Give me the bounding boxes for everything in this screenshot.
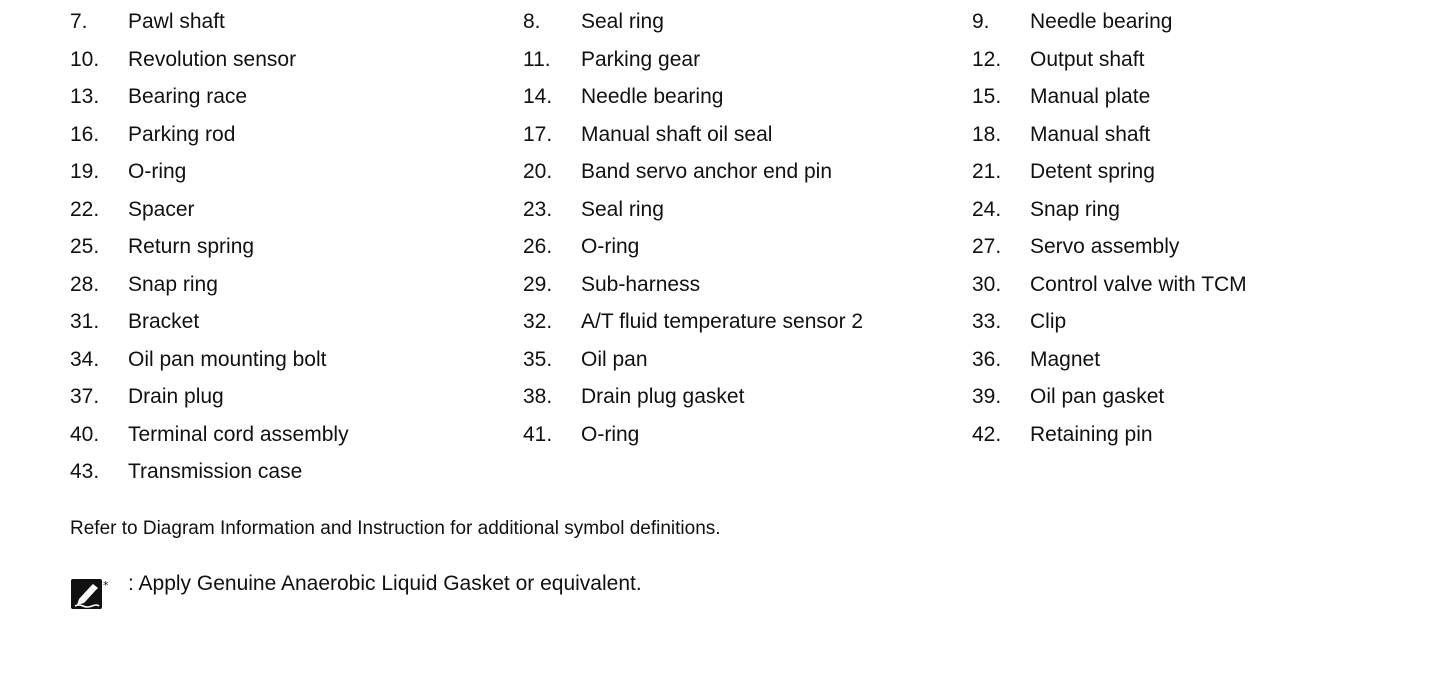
legend-item-name: Drain plug gasket	[581, 385, 745, 408]
legend-row	[70, 231, 1400, 269]
legend-item-number: 32.	[523, 310, 553, 333]
legend-item-name: Revolution sensor	[128, 47, 297, 71]
legend-item-number: 8.	[523, 10, 541, 33]
legend-item-name: Manual shaft	[1030, 122, 1151, 146]
legend-item-number: 26.	[523, 235, 553, 258]
legend-item-number: 10.	[70, 47, 100, 71]
legend-row	[70, 381, 1400, 419]
legend-item-name: Bearing race	[128, 85, 248, 108]
legend-row	[70, 194, 1400, 232]
svg-text:*: *	[103, 579, 109, 592]
legend-item-number: 11.	[523, 47, 551, 71]
legend-row	[70, 6, 1400, 44]
legend-item-number: 34.	[70, 347, 100, 371]
legend-item-name: Band servo anchor end pin	[581, 160, 833, 183]
legend-item-name: Output shaft	[1030, 47, 1145, 71]
anaerobic-liquid-gasket-icon	[70, 575, 110, 611]
legend-item-name: Sub-harness	[581, 272, 701, 296]
legend-row	[70, 119, 1400, 157]
legend-row	[70, 419, 1400, 457]
legend-item-number: 14.	[523, 85, 553, 108]
legend-item-number: 19.	[70, 160, 100, 183]
legend-item-name: Pawl shaft	[128, 10, 225, 33]
legend-item-name: Return spring	[128, 235, 255, 258]
legend-item-name: Snap ring	[128, 272, 218, 296]
legend-item-number: 24.	[972, 197, 1002, 221]
legend-item-name: Detent spring	[1030, 160, 1155, 183]
legend-item-number: 43.	[70, 460, 100, 483]
legend-item-number: 20.	[523, 160, 553, 183]
legend-item-number: 30.	[972, 272, 1002, 296]
legend-row	[70, 306, 1400, 344]
legend-item-name: Oil pan	[581, 347, 648, 371]
legend-item-number: 41.	[523, 422, 553, 446]
legend-row	[70, 269, 1400, 307]
legend-row	[70, 44, 1400, 82]
legend-item-name: Clip	[1030, 310, 1067, 333]
symbol-description: : Apply Genuine Anaerobic Liquid Gasket or equivalent.	[128, 572, 642, 595]
legend-item-number: 42.	[972, 422, 1002, 446]
symbol-definition	[70, 570, 970, 610]
legend-item-name: Drain plug	[128, 385, 224, 408]
legend-item-name: Needle bearing	[1030, 10, 1173, 33]
legend-item-number: 21.	[972, 160, 1002, 183]
legend-item-number: 13.	[70, 85, 100, 108]
legend-item-name: Parking rod	[128, 122, 236, 146]
legend-item-name: Bracket	[128, 310, 200, 333]
legend-item-name: Control valve with TCM	[1030, 272, 1247, 296]
legend-item-number: 15.	[972, 85, 1002, 108]
legend-item-name: O-ring	[581, 422, 640, 446]
legend-item-number: 16.	[70, 122, 100, 146]
legend-item-number: 33.	[972, 310, 1002, 333]
legend-item-name: Manual shaft oil seal	[581, 122, 773, 146]
legend-item-number: 7.	[70, 10, 88, 33]
legend-item-number: 23.	[523, 197, 553, 221]
legend-item-name: Transmission case	[128, 460, 303, 483]
legend-item-name: Oil pan mounting bolt	[128, 347, 327, 371]
legend-item-number: 35.	[523, 347, 553, 371]
legend-item-name: Terminal cord assembly	[128, 422, 349, 446]
legend-item-name: O-ring	[128, 160, 187, 183]
legend-item-number: 40.	[70, 422, 100, 446]
legend-item-number: 27.	[972, 235, 1002, 258]
legend-item-number: 38.	[523, 385, 553, 408]
legend-item-number: 18.	[972, 122, 1002, 146]
legend-item-name: Magnet	[1030, 347, 1101, 371]
legend-item-name: O-ring	[581, 235, 640, 258]
legend-row	[70, 81, 1400, 119]
legend-item-name: Needle bearing	[581, 85, 724, 108]
legend-item-number: 17.	[523, 122, 553, 146]
legend-item-number: 28.	[70, 272, 100, 296]
legend-item-number: 25.	[70, 235, 100, 258]
legend-item-number: 9.	[972, 10, 990, 33]
legend-item-number: 31.	[70, 310, 100, 333]
reference-note: Refer to Diagram Information and Instruction for additional symbol definitions.	[70, 518, 721, 539]
legend-item-number: 39.	[972, 385, 1002, 408]
legend-item-name: Retaining pin	[1030, 422, 1153, 446]
parts-legend	[70, 6, 1400, 494]
legend-item-number: 36.	[972, 347, 1002, 371]
legend-item-number: 37.	[70, 385, 100, 408]
legend-item-name: Parking gear	[581, 47, 701, 71]
legend-item-name: Seal ring	[581, 10, 664, 33]
legend-item-name: A/T fluid temperature sensor 2	[581, 310, 864, 333]
legend-item-name: Snap ring	[1030, 197, 1120, 221]
legend-item-number: 12.	[972, 47, 1002, 71]
legend-row	[70, 156, 1400, 194]
legend-item-name: Seal ring	[581, 197, 664, 221]
legend-item-name: Manual plate	[1030, 85, 1151, 108]
legend-item-name: Oil pan gasket	[1030, 385, 1165, 408]
legend-row	[70, 344, 1400, 382]
legend-row	[70, 456, 1400, 494]
legend-item-name: Servo assembly	[1030, 235, 1180, 258]
legend-item-name: Spacer	[128, 197, 195, 221]
legend-item-number: 22.	[70, 197, 100, 221]
legend-item-number: 29.	[523, 272, 553, 296]
